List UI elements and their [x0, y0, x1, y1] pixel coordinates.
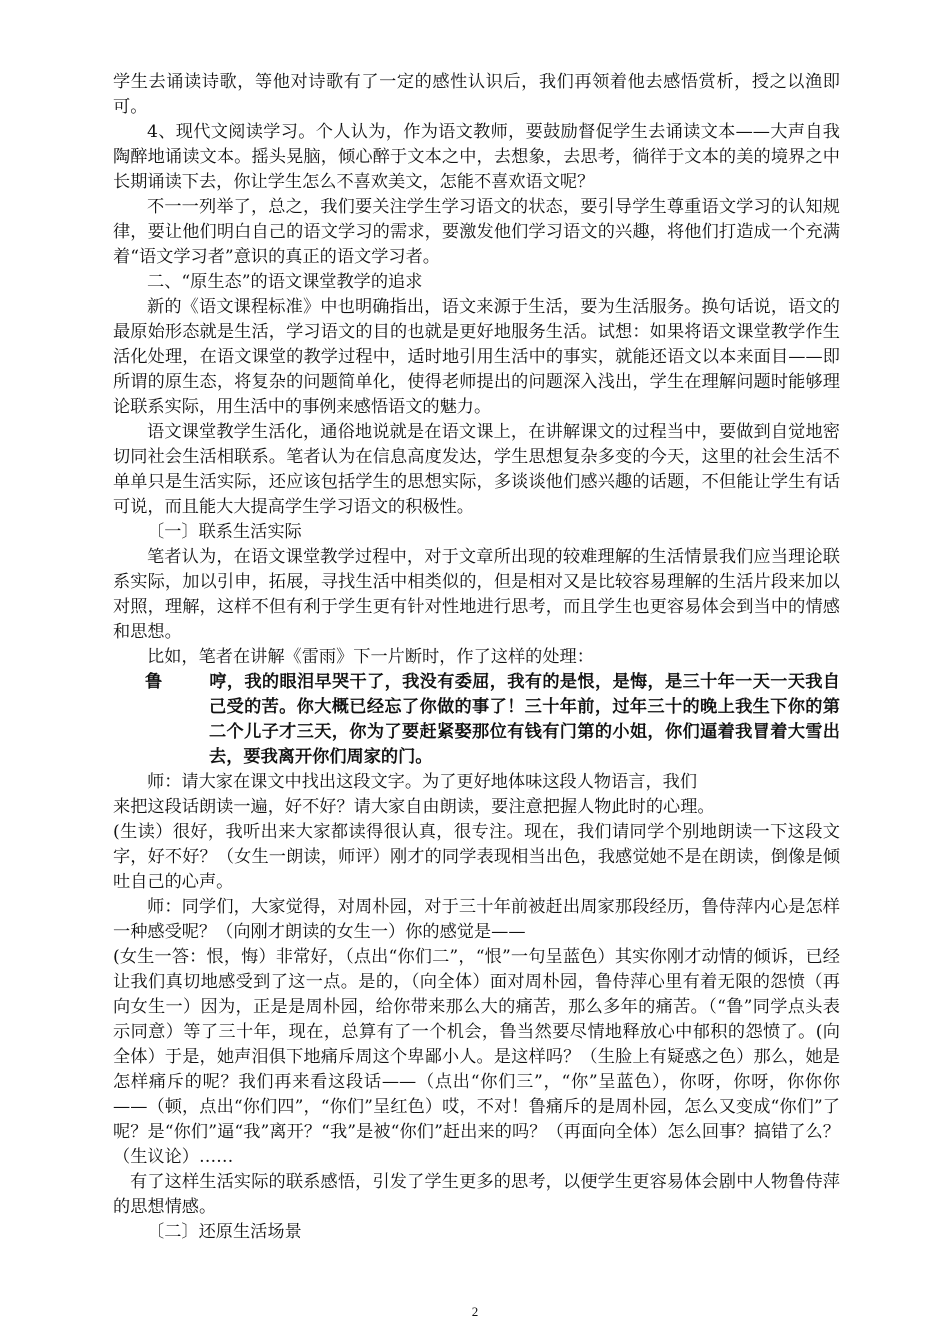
- paragraph: 新的《语文课程标准》中也明确指出，语文来源于生活，要为生活服务。换句话说，语文的最原始形态就是生活，学习语文的目的也就是更好地服务生活。试想：如果将语文课堂教学作生活化处理，在语文课堂的教学过程中，适时地引用生活中的事实，就能还语文以本来面目——即所谓的原生态，将复杂的问题简单化，使得老师提出的问题深入浅出，学生在理解问题时能够理论联系实际，用生活中的事例来感悟语文的魅力。: [113, 297, 840, 417]
- paragraph: (女生一答：恨，悔）非常好，（点出“你们二”，“恨”一句呈蓝色）其实你刚才动情的倾诉，已经让我们真切地感受到了这一点。是的，（向全体）面对周朴园，鲁侍萍心里有着无限的怨愤（再向女生一）因为，正是是周朴园，给你带来那么大的痛苦，那么多年的痛苦。（“鲁”同学点头表示同意）等了三十年，现在，总算有了一个机会，鲁当然要尽情地释放心中郁积的怨愤了。(向全体）于是，她声泪俱下地痛斥周这个卑鄙小人。是这样吗？（生脸上有疑惑之色）那么，她是怎样痛斥的呢？我们再来看这段话——（点出“你们三”，“你”呈蓝色），你呀，你呀，你你你——（顿，点出“你们四”，“你们”呈红色）哎，不对！鲁痛斥的是周朴园，怎么又变成“你们”了呢？是“你们”逼“我”离开？“我”是被“你们”赶出来的吗？（再面向全体）怎么回事？搞错了么？（生议论）……: [113, 947, 840, 1167]
- paragraph: 来把这段话朗读一遍，好不好？请大家自由朗读，要注意把握人物此时的心理。: [113, 797, 715, 817]
- paragraph: 师：同学们，大家觉得，对周朴园，对于三十年前被赶出周家那段经历，鲁侍萍内心是怎样一种感受呢？（向刚才朗读的女生一）你的感觉是——: [113, 897, 840, 942]
- subsection-heading: 〔一〕联系生活实际: [147, 522, 302, 542]
- paragraph: 学生去诵读诗歌，等他对诗歌有了一定的感性认识后，我们再领着他去感悟赏析，授之以渔即可。: [113, 72, 840, 117]
- script-speaker: 鲁: [145, 672, 163, 692]
- paragraph: 不一一列举了，总之，我们要关注学生学习语文的状态，要引导学生尊重语文学习的认知规律，要让他们明白自己的语文学习的需求，要激发他们学习语文的兴趣，将他们打造成一个充满着“语文学习者”意识的真正的语文学习者。: [113, 197, 840, 267]
- document-body: [113, 70, 840, 1245]
- script-quote: [113, 670, 840, 770]
- paragraph: 4、现代文阅读学习。个人认为，作为语文教师，要鼓励督促学生去诵读文本——大声自我陶醉地诵读文本。摇头晃脑，倾心醉于文本之中，去想象，去思考，徜徉于文本的美的境界之中长期诵读下去，你让学生怎么不喜欢美文，怎能不喜欢语文呢？: [113, 122, 840, 192]
- subsection-heading: 〔二〕还原生活场景: [147, 1222, 302, 1242]
- paragraph: 有了这样生活实际的联系感悟，引发了学生更多的思考，以便学生更容易体会剧中人物鲁侍萍的思想情感。: [113, 1172, 840, 1217]
- paragraph: 师：请大家在课文中找出这段文字。为了更好地体味这段人物语言，我们: [147, 772, 698, 792]
- paragraph: (生读）很好，我听出来大家都读得很认真，很专注。现在，我们请同学个别地朗读一下这段文字，好不好？（女生一朗读，师评）刚才的同学表现相当出色，我感觉她不是在朗读，倒像是倾吐自己的心声。: [113, 822, 840, 892]
- script-line: 哼，我的眼泪早哭干了，我没有委屈，我有的是恨，是悔，是三十年一天一天我自己受的苦。你大概已经忘了你做的事了！三十年前，过年三十的晚上我生下你的第二个儿子才三天，你为了要赶紧娶那位有钱有门第的小姐，你们逼着我冒着大雪出去，要我离开你们周家的门。: [209, 672, 840, 767]
- page-number: 2: [471, 1304, 479, 1319]
- section-heading: 二、“原生态”的语文课堂教学的追求: [147, 272, 423, 292]
- paragraph: 语文课堂教学生活化，通俗地说就是在语文课上，在讲解课文的过程当中，要做到自觉地密切同社会生活相联系。笔者认为在信息高度发达，学生思想复杂多变的今天，这里的社会生活不单单只是生活实际，还应该包括学生的思想实际，多谈谈他们感兴趣的话题，不但能让学生有话可说，而且能大大提高学生学习语文的积极性。: [113, 422, 840, 517]
- paragraph: 比如，笔者在讲解《雷雨》下一片断时，作了这样的处理：: [147, 647, 594, 667]
- paragraph: 笔者认为，在语文课堂教学过程中，对于文章所出现的较难理解的生活情景我们应当理论联系实际，加以引申，拓展，寻找生活中相类似的，但是相对又是比较容易理解的生活片段来加以对照，理解，这样不但有利于学生更有针对性地进行思考，而且学生也更容易体会到当中的情感和思想。: [113, 547, 840, 642]
